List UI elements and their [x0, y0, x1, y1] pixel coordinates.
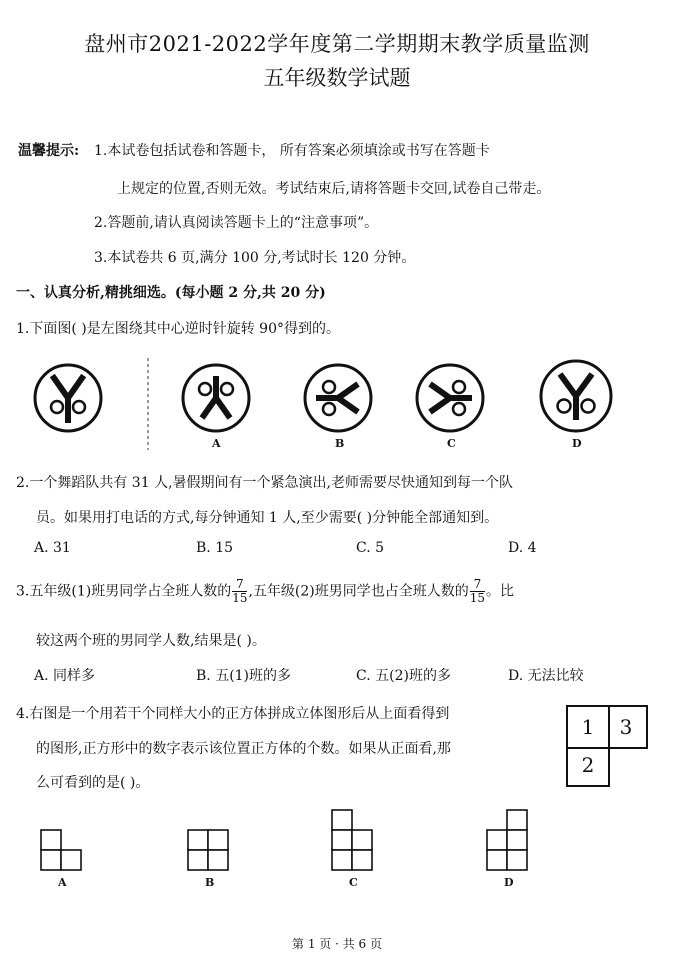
- q3-fraction-2: $\frac{7}{15}$: [469, 577, 486, 605]
- q3-part3: 。比: [486, 583, 515, 600]
- q3-option-a[interactable]: A. 同样多: [34, 668, 96, 684]
- q2-option-d[interactable]: D. 4: [508, 540, 537, 556]
- q4-option-d-figure[interactable]: [487, 810, 527, 870]
- page-footer: 第 1 页 · 共 6 页: [292, 937, 382, 951]
- q2-line2: 员。如果用打电话的方式,每分钟通知 1 人,至少需要( )分钟能全部通知到。: [36, 510, 499, 526]
- q1-label-a: A: [212, 437, 221, 450]
- q4-grid-cell-2: 3: [606, 705, 648, 749]
- q3-fraction-1: $\frac{7}{15}$: [232, 577, 248, 605]
- q4-option-c-figure[interactable]: [332, 810, 372, 870]
- q1-option-c-figure[interactable]: [417, 365, 483, 431]
- section1-heading: 一、认真分析,精挑细选。(每小题 2 分,共 20 分): [16, 285, 326, 301]
- notice-item2: 2.答题前,请认真阅读答题卡上的“注意事项”。: [94, 215, 379, 231]
- q2-line1: 2.一个舞蹈队共有 31 人,暑假期间有一个紧急演出,老师需要尽快通知到每一个队: [16, 475, 513, 491]
- q4-grid-cell-1: 1: [566, 705, 610, 749]
- q1-original-figure: [35, 365, 101, 431]
- q1-option-b-figure[interactable]: [305, 365, 371, 431]
- exam-title: 盘州市2021-2022学年度第二学期期末教学质量监测: [84, 32, 590, 56]
- q1-label-d: D: [572, 437, 582, 450]
- q3-line2: 较这两个班的男同学人数,结果是( )。: [36, 633, 266, 649]
- exam-subtitle: 五年级数学试题: [263, 66, 411, 90]
- q4-line2: 的图形,正方形中的数字表示该位置正方体的个数。如果从正面看,那: [36, 741, 451, 757]
- q1-label-b: B: [335, 437, 345, 450]
- notice-item1-line2: 上规定的位置,否则无效。考试结束后,请将答题卡交回,试卷自己带走。: [117, 181, 551, 197]
- q4-line1: 4.右图是一个用若干个同样大小的正方体拼成立体图形后从上面看得到: [16, 706, 450, 722]
- q2-option-a[interactable]: A. 31: [34, 540, 71, 556]
- q1-text: 1.下面图( )是左图绕其中心逆时针旋转 90°得到的。: [16, 321, 340, 337]
- q3-part2: ,五年级(2)班男同学也占全班人数的: [248, 583, 469, 600]
- q4-option-b-figure[interactable]: [188, 830, 228, 870]
- q4-label-a: A: [58, 876, 67, 889]
- q2-option-c[interactable]: C. 5: [356, 540, 385, 556]
- q4-label-c: C: [349, 876, 358, 889]
- q1-option-a-figure[interactable]: [183, 365, 249, 431]
- notice-item1-line1: 1.本试卷包括试卷和答题卡， 所有答案必须填涂或书写在答题卡: [94, 143, 490, 159]
- q4-label-b: B: [205, 876, 215, 889]
- q4-label-d: D: [504, 876, 514, 889]
- q3-option-c[interactable]: C. 五(2)班的多: [356, 668, 451, 684]
- notice-label: 温馨提示:: [18, 143, 80, 159]
- q2-option-b[interactable]: B. 15: [196, 540, 234, 556]
- q3-line1: [16, 578, 514, 605]
- notice-item3: 3.本试卷共 6 页,满分 100 分,考试时长 120 分钟。: [94, 250, 416, 266]
- q3-part1: 3.五年级(1)班男同学占全班人数的: [16, 583, 232, 600]
- q4-grid-cell-3: 2: [566, 745, 610, 787]
- q1-option-d-figure[interactable]: [541, 361, 611, 431]
- q4-option-a-figure[interactable]: [41, 830, 81, 870]
- q4-option-figures: [0, 800, 674, 880]
- q4-line3: 么可看到的是( )。: [36, 775, 150, 791]
- q3-option-b[interactable]: B. 五(1)班的多: [196, 668, 292, 684]
- q1-label-c: C: [447, 437, 456, 450]
- q3-option-d[interactable]: D. 无法比较: [508, 668, 584, 684]
